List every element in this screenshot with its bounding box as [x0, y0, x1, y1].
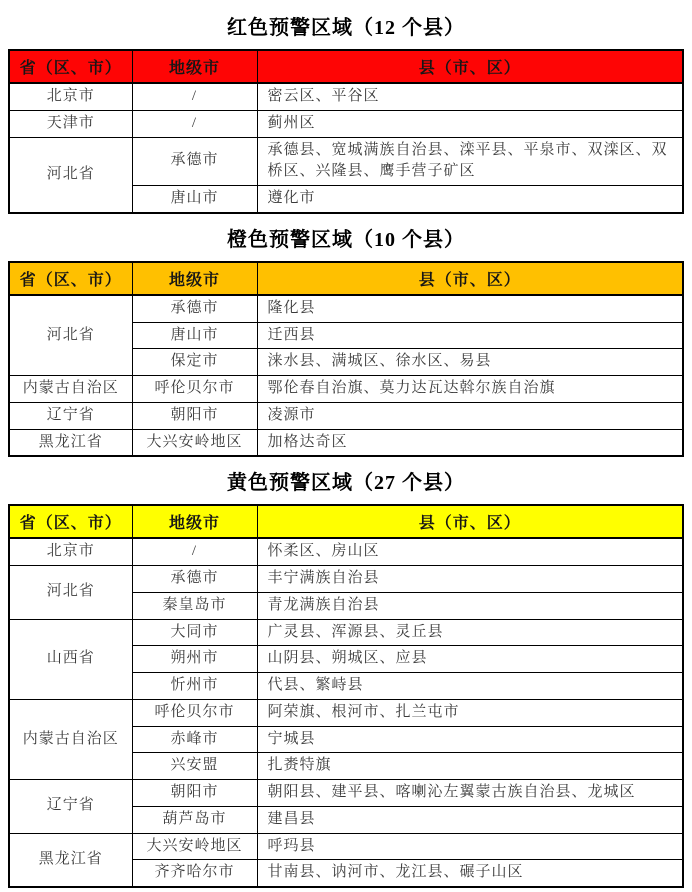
- city-cell: 大同市: [132, 619, 257, 646]
- counties-cell: 加格达奇区: [257, 429, 683, 456]
- counties-cell: 朝阳县、建平县、喀喇沁左翼蒙古族自治县、龙城区: [257, 780, 683, 807]
- city-cell: 呼伦贝尔市: [132, 699, 257, 726]
- counties-cell: 代县、繁峙县: [257, 673, 683, 700]
- column-header-city: 地级市: [132, 262, 257, 295]
- city-cell: 赤峰市: [132, 726, 257, 753]
- city-cell: 承德市: [132, 137, 257, 186]
- city-cell: 大兴安岭地区: [132, 429, 257, 456]
- city-cell: 大兴安岭地区: [132, 833, 257, 860]
- city-cell: 齐齐哈尔市: [132, 860, 257, 887]
- counties-cell: 山阴县、朔城区、应县: [257, 646, 683, 673]
- column-header-counties: 县（市、区）: [257, 262, 683, 295]
- province-cell: 河北省: [9, 566, 132, 620]
- province-cell: 北京市: [9, 83, 132, 110]
- column-header-city: 地级市: [132, 505, 257, 538]
- province-cell: 河北省: [9, 137, 132, 213]
- table-row: [9, 619, 683, 646]
- table-row: [9, 137, 683, 186]
- table-row: [9, 376, 683, 403]
- column-header-city: 地级市: [132, 50, 257, 83]
- city-cell: 唐山市: [132, 186, 257, 213]
- city-cell: 朝阳市: [132, 402, 257, 429]
- table-row: [9, 699, 683, 726]
- city-cell: 朔州市: [132, 646, 257, 673]
- counties-cell: 隆化县: [257, 295, 683, 322]
- province-cell: 辽宁省: [9, 780, 132, 834]
- city-cell: 葫芦岛市: [132, 806, 257, 833]
- table-row: [9, 538, 683, 565]
- counties-cell: 承德县、宽城满族自治县、滦平县、平泉市、双滦区、双桥区、兴隆县、鹰手营子矿区: [257, 137, 683, 186]
- table-row: [9, 402, 683, 429]
- counties-cell: 迁西县: [257, 322, 683, 349]
- column-header-counties: 县（市、区）: [257, 50, 683, 83]
- counties-cell: 青龙满族自治县: [257, 592, 683, 619]
- counties-cell: 凌源市: [257, 402, 683, 429]
- province-cell: 河北省: [9, 295, 132, 376]
- province-cell: 山西省: [9, 619, 132, 699]
- header-row: [9, 505, 683, 538]
- counties-cell: 广灵县、浑源县、灵丘县: [257, 619, 683, 646]
- header-row: [9, 262, 683, 295]
- province-cell: 黑龙江省: [9, 429, 132, 456]
- counties-cell: 呼玛县: [257, 833, 683, 860]
- orange-alert-section: [0, 223, 692, 458]
- counties-cell: 丰宁满族自治县: [257, 566, 683, 593]
- yellow-alert-table: [8, 504, 684, 888]
- counties-cell: 建昌县: [257, 806, 683, 833]
- column-header-counties: 县（市、区）: [257, 505, 683, 538]
- province-cell: 黑龙江省: [9, 833, 132, 887]
- table-row: [9, 295, 683, 322]
- city-cell: 忻州市: [132, 673, 257, 700]
- city-cell: 承德市: [132, 566, 257, 593]
- table-row: [9, 833, 683, 860]
- column-header-province: 省（区、市）: [9, 505, 132, 538]
- orange-alert-table: [8, 261, 684, 458]
- table-row: [9, 566, 683, 593]
- city-cell: 呼伦贝尔市: [132, 376, 257, 403]
- orange-alert-title: 橙色预警区域（10 个县）: [227, 228, 465, 251]
- city-cell: 保定市: [132, 349, 257, 376]
- province-cell: 辽宁省: [9, 402, 132, 429]
- city-cell: 唐山市: [132, 322, 257, 349]
- province-cell: 内蒙古自治区: [9, 699, 132, 779]
- counties-cell: 怀柔区、房山区: [257, 538, 683, 565]
- city-cell: /: [132, 538, 257, 565]
- counties-cell: 蓟州区: [257, 110, 683, 137]
- counties-cell: 阿荣旗、根河市、扎兰屯市: [257, 699, 683, 726]
- province-cell: 北京市: [9, 538, 132, 565]
- city-cell: /: [132, 83, 257, 110]
- counties-cell: 宁城县: [257, 726, 683, 753]
- province-cell: 内蒙古自治区: [9, 376, 132, 403]
- counties-cell: 密云区、平谷区: [257, 83, 683, 110]
- counties-cell: 甘南县、讷河市、龙江县、碾子山区: [257, 860, 683, 887]
- table-row: [9, 780, 683, 807]
- table-row: [9, 83, 683, 110]
- counties-cell: 扎赉特旗: [257, 753, 683, 780]
- counties-cell: 涞水县、满城区、徐水区、易县: [257, 349, 683, 376]
- table-row: [9, 110, 683, 137]
- yellow-alert-section: [0, 466, 692, 888]
- city-cell: 朝阳市: [132, 780, 257, 807]
- city-cell: 承德市: [132, 295, 257, 322]
- table-row: [9, 429, 683, 456]
- city-cell: 兴安盟: [132, 753, 257, 780]
- province-cell: 天津市: [9, 110, 132, 137]
- red-alert-table: [8, 49, 684, 214]
- red-alert-section: [0, 11, 692, 214]
- column-header-province: 省（区、市）: [9, 50, 132, 83]
- header-row: [9, 50, 683, 83]
- yellow-alert-title: 黄色预警区域（27 个县）: [227, 472, 465, 495]
- counties-cell: 鄂伦春自治旗、莫力达瓦达斡尔族自治旗: [257, 376, 683, 403]
- city-cell: /: [132, 110, 257, 137]
- city-cell: 秦皇岛市: [132, 592, 257, 619]
- column-header-province: 省（区、市）: [9, 262, 132, 295]
- red-alert-title: 红色预警区域（12 个县）: [227, 17, 465, 39]
- counties-cell: 遵化市: [257, 186, 683, 213]
